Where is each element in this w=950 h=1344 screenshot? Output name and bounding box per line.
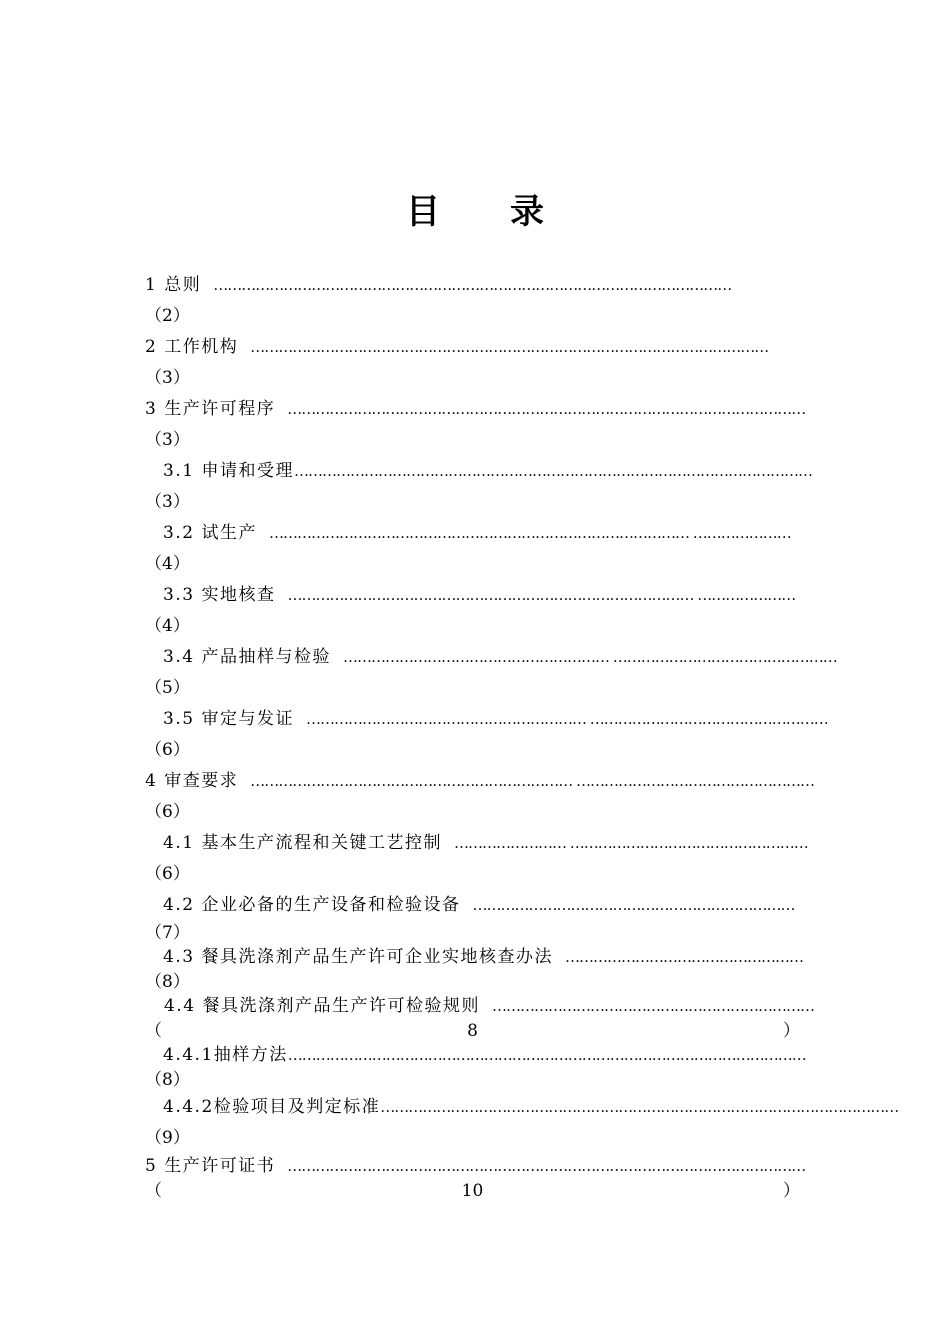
- toc-entry-label: 3.4 产品抽样与检验: [163, 647, 331, 667]
- toc-page-number: （8）: [145, 972, 190, 992]
- page-num: 8: [467, 1021, 478, 1041]
- toc-leader-dots: ……………………………………………………………………………… …………………: [268, 524, 791, 542]
- toc-page-number: （6）: [145, 740, 190, 760]
- title-char-1: 目: [406, 192, 440, 232]
- page-paren-close: ）: [782, 1181, 800, 1201]
- toc-leader-dots: ……………………………………………………………: [491, 997, 814, 1015]
- toc-entry[interactable]: [145, 945, 808, 970]
- toc-entry-label: 3 生产许可程序: [145, 399, 276, 419]
- toc-leader-dots: …………………………………………………………………………… …………………: [287, 586, 796, 604]
- toc-entry-label: 4.3 餐具洗涤剂产品生产许可企业实地核查办法: [163, 947, 553, 967]
- toc-leader-dots: ……………………………………………………………: [472, 896, 795, 914]
- title-char-2: 录: [510, 192, 544, 232]
- toc-entry-label: 3.3 实地核查: [163, 585, 276, 605]
- toc-leader-dots: …………………………………………………………………………………………………: [250, 338, 769, 356]
- toc-page-number: （3）: [145, 368, 190, 388]
- toc-leader-dots: …………………… ……………………………………………: [453, 834, 808, 852]
- toc-page-number: （9）: [145, 1128, 190, 1148]
- toc-entry-label: 4.1 基本生产流程和关键工艺控制: [163, 833, 442, 853]
- toc-page-number: （8）: [145, 1070, 190, 1090]
- toc-entry[interactable]: [145, 994, 814, 1019]
- toc-entry[interactable]: [145, 456, 812, 487]
- toc-entry-label: 4.2 企业必备的生产设备和检验设备: [163, 895, 461, 915]
- page-paren-open: （: [145, 1181, 162, 1201]
- toc-page-number: [145, 1019, 808, 1043]
- toc-page-number: （4）: [145, 616, 190, 636]
- toc-page-number: （3）: [145, 492, 190, 512]
- toc-leader-dots: …………………………………………………………………………………………………: [213, 276, 732, 294]
- toc-entry[interactable]: [145, 394, 808, 425]
- toc-entry[interactable]: [145, 518, 808, 549]
- toc-entry[interactable]: [145, 1043, 808, 1068]
- page-paren-close: ）: [782, 1021, 800, 1041]
- toc-entry[interactable]: [145, 1092, 899, 1123]
- toc-leader-dots: …………………………………………………………………………………………………: [287, 400, 806, 418]
- toc-entry[interactable]: [145, 1154, 808, 1179]
- page-paren-open: （: [145, 1021, 162, 1041]
- toc-page-number: （3）: [145, 430, 190, 450]
- toc-leader-dots: …………………………………………………………………………………………………: [287, 1157, 806, 1175]
- toc-entry[interactable]: [145, 580, 808, 611]
- toc-entry[interactable]: [145, 270, 808, 301]
- toc-leader-dots: ………………………………………………… …………………………………………: [342, 648, 837, 666]
- table-of-contents: [145, 270, 899, 1203]
- toc-page-number: （6）: [145, 864, 190, 884]
- toc-entry-label: 4.4.2检验项目及判定标准: [163, 1097, 381, 1117]
- toc-entry-label: 2 工作机构: [145, 337, 239, 357]
- toc-entry[interactable]: [145, 828, 808, 859]
- page-num: 10: [461, 1181, 484, 1201]
- page-title: [0, 190, 950, 234]
- toc-page-number: （7）: [145, 923, 190, 943]
- toc-leader-dots: …………………………………………………………… ……………………………………………: [250, 772, 815, 790]
- toc-leader-dots: …………………………………………………………………………………………………: [380, 1098, 899, 1116]
- toc-entry-label: 4 审查要求: [145, 771, 239, 791]
- toc-entry-label: 4.4.1抽样方法: [163, 1045, 288, 1065]
- toc-entry-label: 3.2 试生产: [163, 523, 257, 543]
- toc-page-number: [145, 1179, 808, 1203]
- toc-leader-dots: …………………………………………………………………………………………………: [287, 1046, 806, 1064]
- toc-entry[interactable]: [145, 642, 837, 673]
- toc-entry[interactable]: [145, 332, 808, 363]
- toc-entry-label: 1 总则: [145, 275, 202, 295]
- toc-page-number: （6）: [145, 802, 190, 822]
- toc-entry[interactable]: [145, 766, 815, 797]
- toc-leader-dots: …………………………………………………………………………………………………: [293, 462, 812, 480]
- toc-page-number: （5）: [145, 678, 190, 698]
- toc-entry-label: 5 生产许可证书: [145, 1156, 276, 1176]
- toc-leader-dots: …………………………………………………… ……………………………………………: [305, 710, 828, 728]
- toc-leader-dots: ……………………………………………: [564, 948, 803, 966]
- toc-entry-label: 3.1 申请和受理: [163, 461, 294, 481]
- toc-entry[interactable]: [145, 890, 808, 921]
- toc-entry-label: 3.5 审定与发证: [163, 709, 294, 729]
- toc-entry[interactable]: [145, 704, 828, 735]
- toc-page-number: （4）: [145, 554, 190, 574]
- toc-page-number: （2）: [145, 306, 190, 326]
- toc-entry-label: 4.4 餐具洗涤剂产品生产许可检验规则: [164, 996, 480, 1016]
